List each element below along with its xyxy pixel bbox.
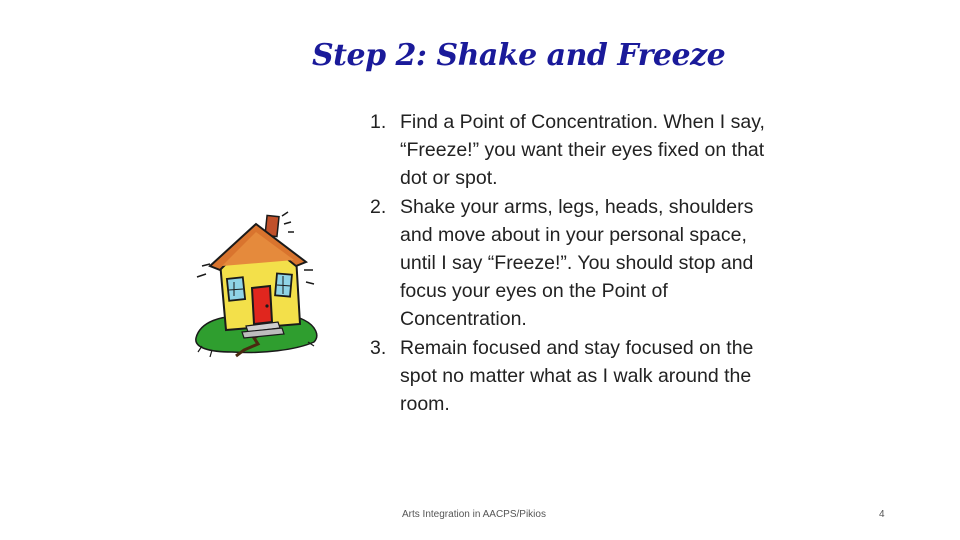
list-item: [370, 108, 770, 193]
list-item: [370, 334, 770, 419]
step-text: Shake your arms, legs, heads, shoulders and move about in your personal space, until I say “Freeze!”. You should stop and focus your eyes on the Point of Concentration.: [400, 195, 754, 331]
list-item: [370, 193, 770, 334]
steps-list: [370, 108, 770, 418]
step-number: 1.: [370, 111, 387, 133]
shaking-house-icon: [192, 210, 322, 358]
slide-title: Step 2: Shake and Freeze: [312, 38, 726, 73]
page-number: 4: [879, 509, 885, 520]
step-text: Find a Point of Concentration. When I say, “Freeze!” you want their eyes fixed on that dot or spot.: [400, 111, 765, 190]
step-text: Remain focused and stay focused on the spot no matter what as I walk around the room.: [400, 336, 754, 416]
slide-footer: Arts Integration in AACPS/Pikios: [402, 509, 546, 520]
step-number: 2.: [370, 195, 387, 218]
step-number: 3.: [370, 336, 387, 359]
